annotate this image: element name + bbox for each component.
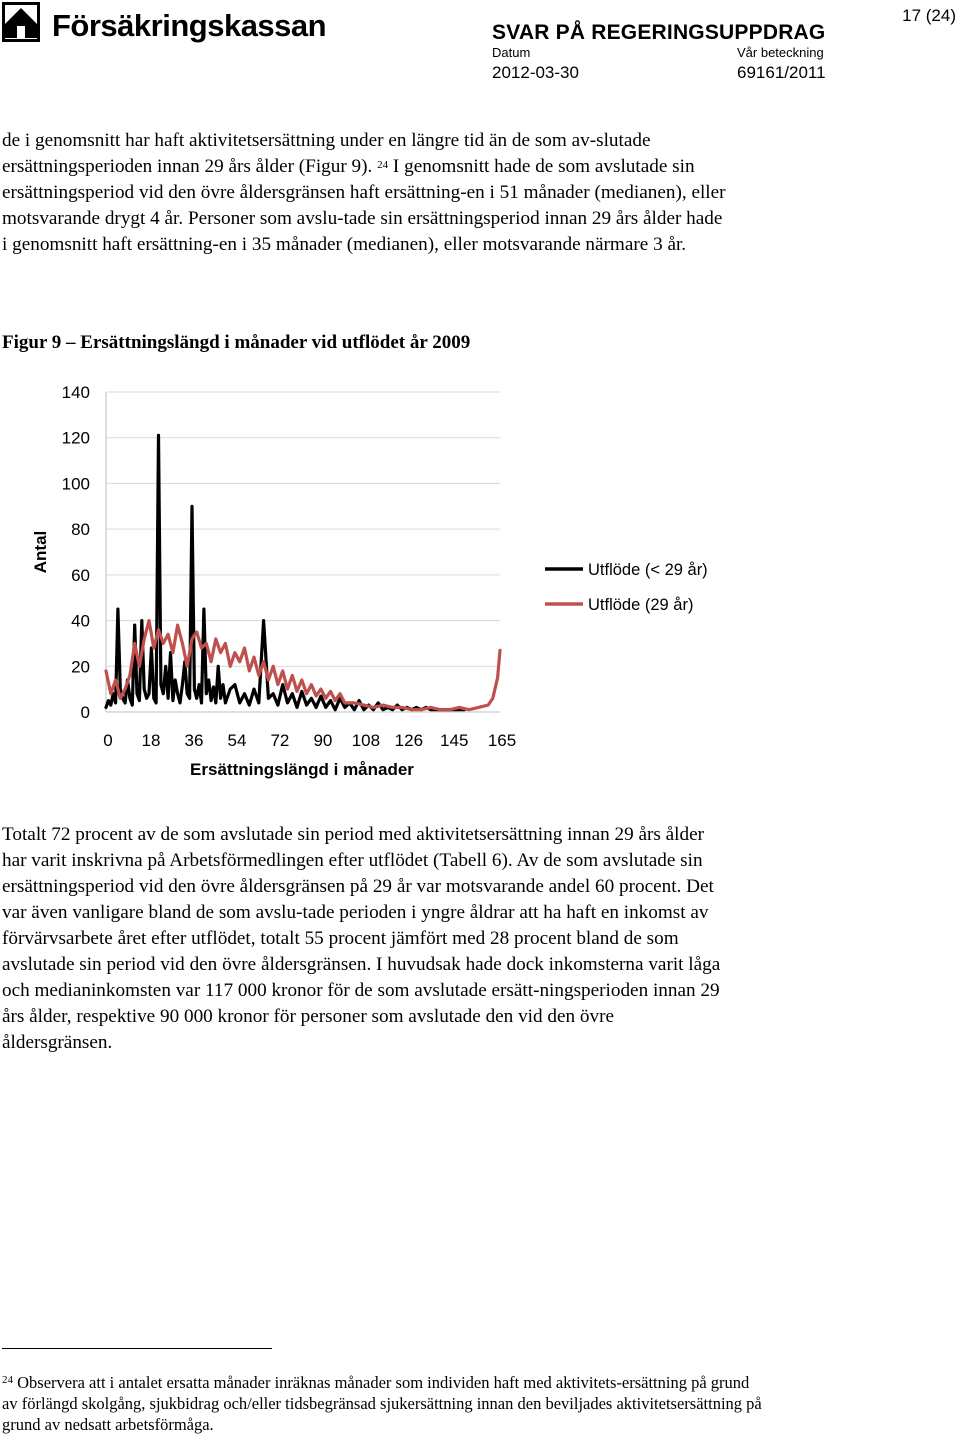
x-tick-label: 72 <box>270 731 290 750</box>
x-axis-title: Ersättningslängd i månader <box>190 760 414 779</box>
y-axis-title: Antal <box>31 530 50 574</box>
chart-legend <box>545 561 708 614</box>
paragraph-2-text: Totalt 72 procent av de som avslutade sin period med aktivitetsersättning innan 29 års ålder har varit inskrivna på Arbetsförmedlingen efter utflödet (Tabell 6). Av de som avslutade sin ersättningsperiod vid den övre åldersgränsen på 29 år var motsvarande andel 60 procent. Det var även vanligare bland de som avslu-tade perioden i yngre åldrar att ha haft en inkomst av förvärvsarbete året efter utflödet, totalt 55 procent jämfört med 28 procent bland de som avslutade sin period vid den övre åldersgränsen. I huvudsak hade dock inkomsterna varit låga och medianinkomsten var 117 000 kronor för de som avslutade ersätt-ningsperioden innan 29 års ålder, respektive 90 000 kronor för personer som avslutade den vid den övre åldersgränsen. <box>2 824 721 1053</box>
y-tick-label: 140 <box>61 383 90 402</box>
x-tick-label: 90 <box>313 731 333 750</box>
page-number: 17 (24) <box>902 6 956 25</box>
chart-series <box>106 435 500 709</box>
x-tick-label: 54 <box>227 731 247 750</box>
body-paragraph-2 <box>2 822 727 1056</box>
series-line-under-29 <box>106 435 464 709</box>
x-tick-label: 108 <box>351 731 381 750</box>
x-tick-label: 126 <box>394 731 424 750</box>
paragraph-1-text-a: de i genomsnitt har haft aktivitetsersättning under en längre tid än de som av-slutade ersättningsperioden innan 29 års ålder (Figur 9). <box>2 130 651 177</box>
chart-grid <box>106 392 500 712</box>
document-title: SVAR PÅ REGERINGSUPPDRAG <box>492 21 826 44</box>
reference-value: 69161/2011 <box>737 63 826 82</box>
footnote <box>2 1372 762 1435</box>
y-tick-label: 100 <box>61 474 90 494</box>
footnote-text: Observera att i antalet ersatta månader inräknas månader som individen haft med aktivitets-ersättning på grund av förlängd skolgång, sjukbidrag och/eller tidsbegränsad sjukersättning innan den beviljades aktivitetsersättning på grund av nedsatt arbetsförmåga. <box>2 1373 762 1434</box>
footnote-divider <box>2 1348 272 1349</box>
y-tick-label: 60 <box>71 565 90 585</box>
y-tick-label: 120 <box>61 428 90 448</box>
figure-caption: Figur 9 – Ersättningslängd i månader vid utflödet år 2009 <box>2 332 471 353</box>
logo-mark-icon <box>2 2 40 42</box>
x-tick-label: 0 <box>103 731 113 750</box>
x-tick-label: 18 <box>141 731 161 750</box>
body-paragraph-1 <box>2 128 727 258</box>
line-chart <box>0 370 960 790</box>
y-tick-label: 40 <box>71 611 90 631</box>
legend-label: Utflöde (< 29 år) <box>588 561 708 579</box>
y-tick-label: 20 <box>71 657 90 677</box>
date-value: 2012-03-30 <box>492 63 579 82</box>
x-tick-label: 36 <box>184 731 204 750</box>
footnote-number: 24 <box>2 1374 13 1386</box>
footnote-reference[interactable]: 24 <box>377 159 389 171</box>
legend-label: Utflöde (29 år) <box>588 596 694 614</box>
logo-text: Försäkringskassan <box>52 8 327 43</box>
date-label: Datum <box>492 45 531 60</box>
y-tick-label: 0 <box>80 703 90 722</box>
paragraph-1-text-b: I genomsnitt hade de som avslutade sin ersättningsperiod vid den övre åldersgränsen haft ersättning-en i 51 månader (medianen), eller motsvarande drygt 4 år. Personer som avslu-tade sin ersättningsperiod innan 29 års ålder hade i genomsnitt haft ersättning-en i 35 månader (medianen), eller motsvarande närmare 3 år. <box>2 156 726 255</box>
y-tick-label: 80 <box>71 520 90 540</box>
x-tick-label: 165 <box>487 731 517 750</box>
x-tick-label: 145 <box>440 731 469 750</box>
reference-label: Vår beteckning <box>737 45 824 60</box>
